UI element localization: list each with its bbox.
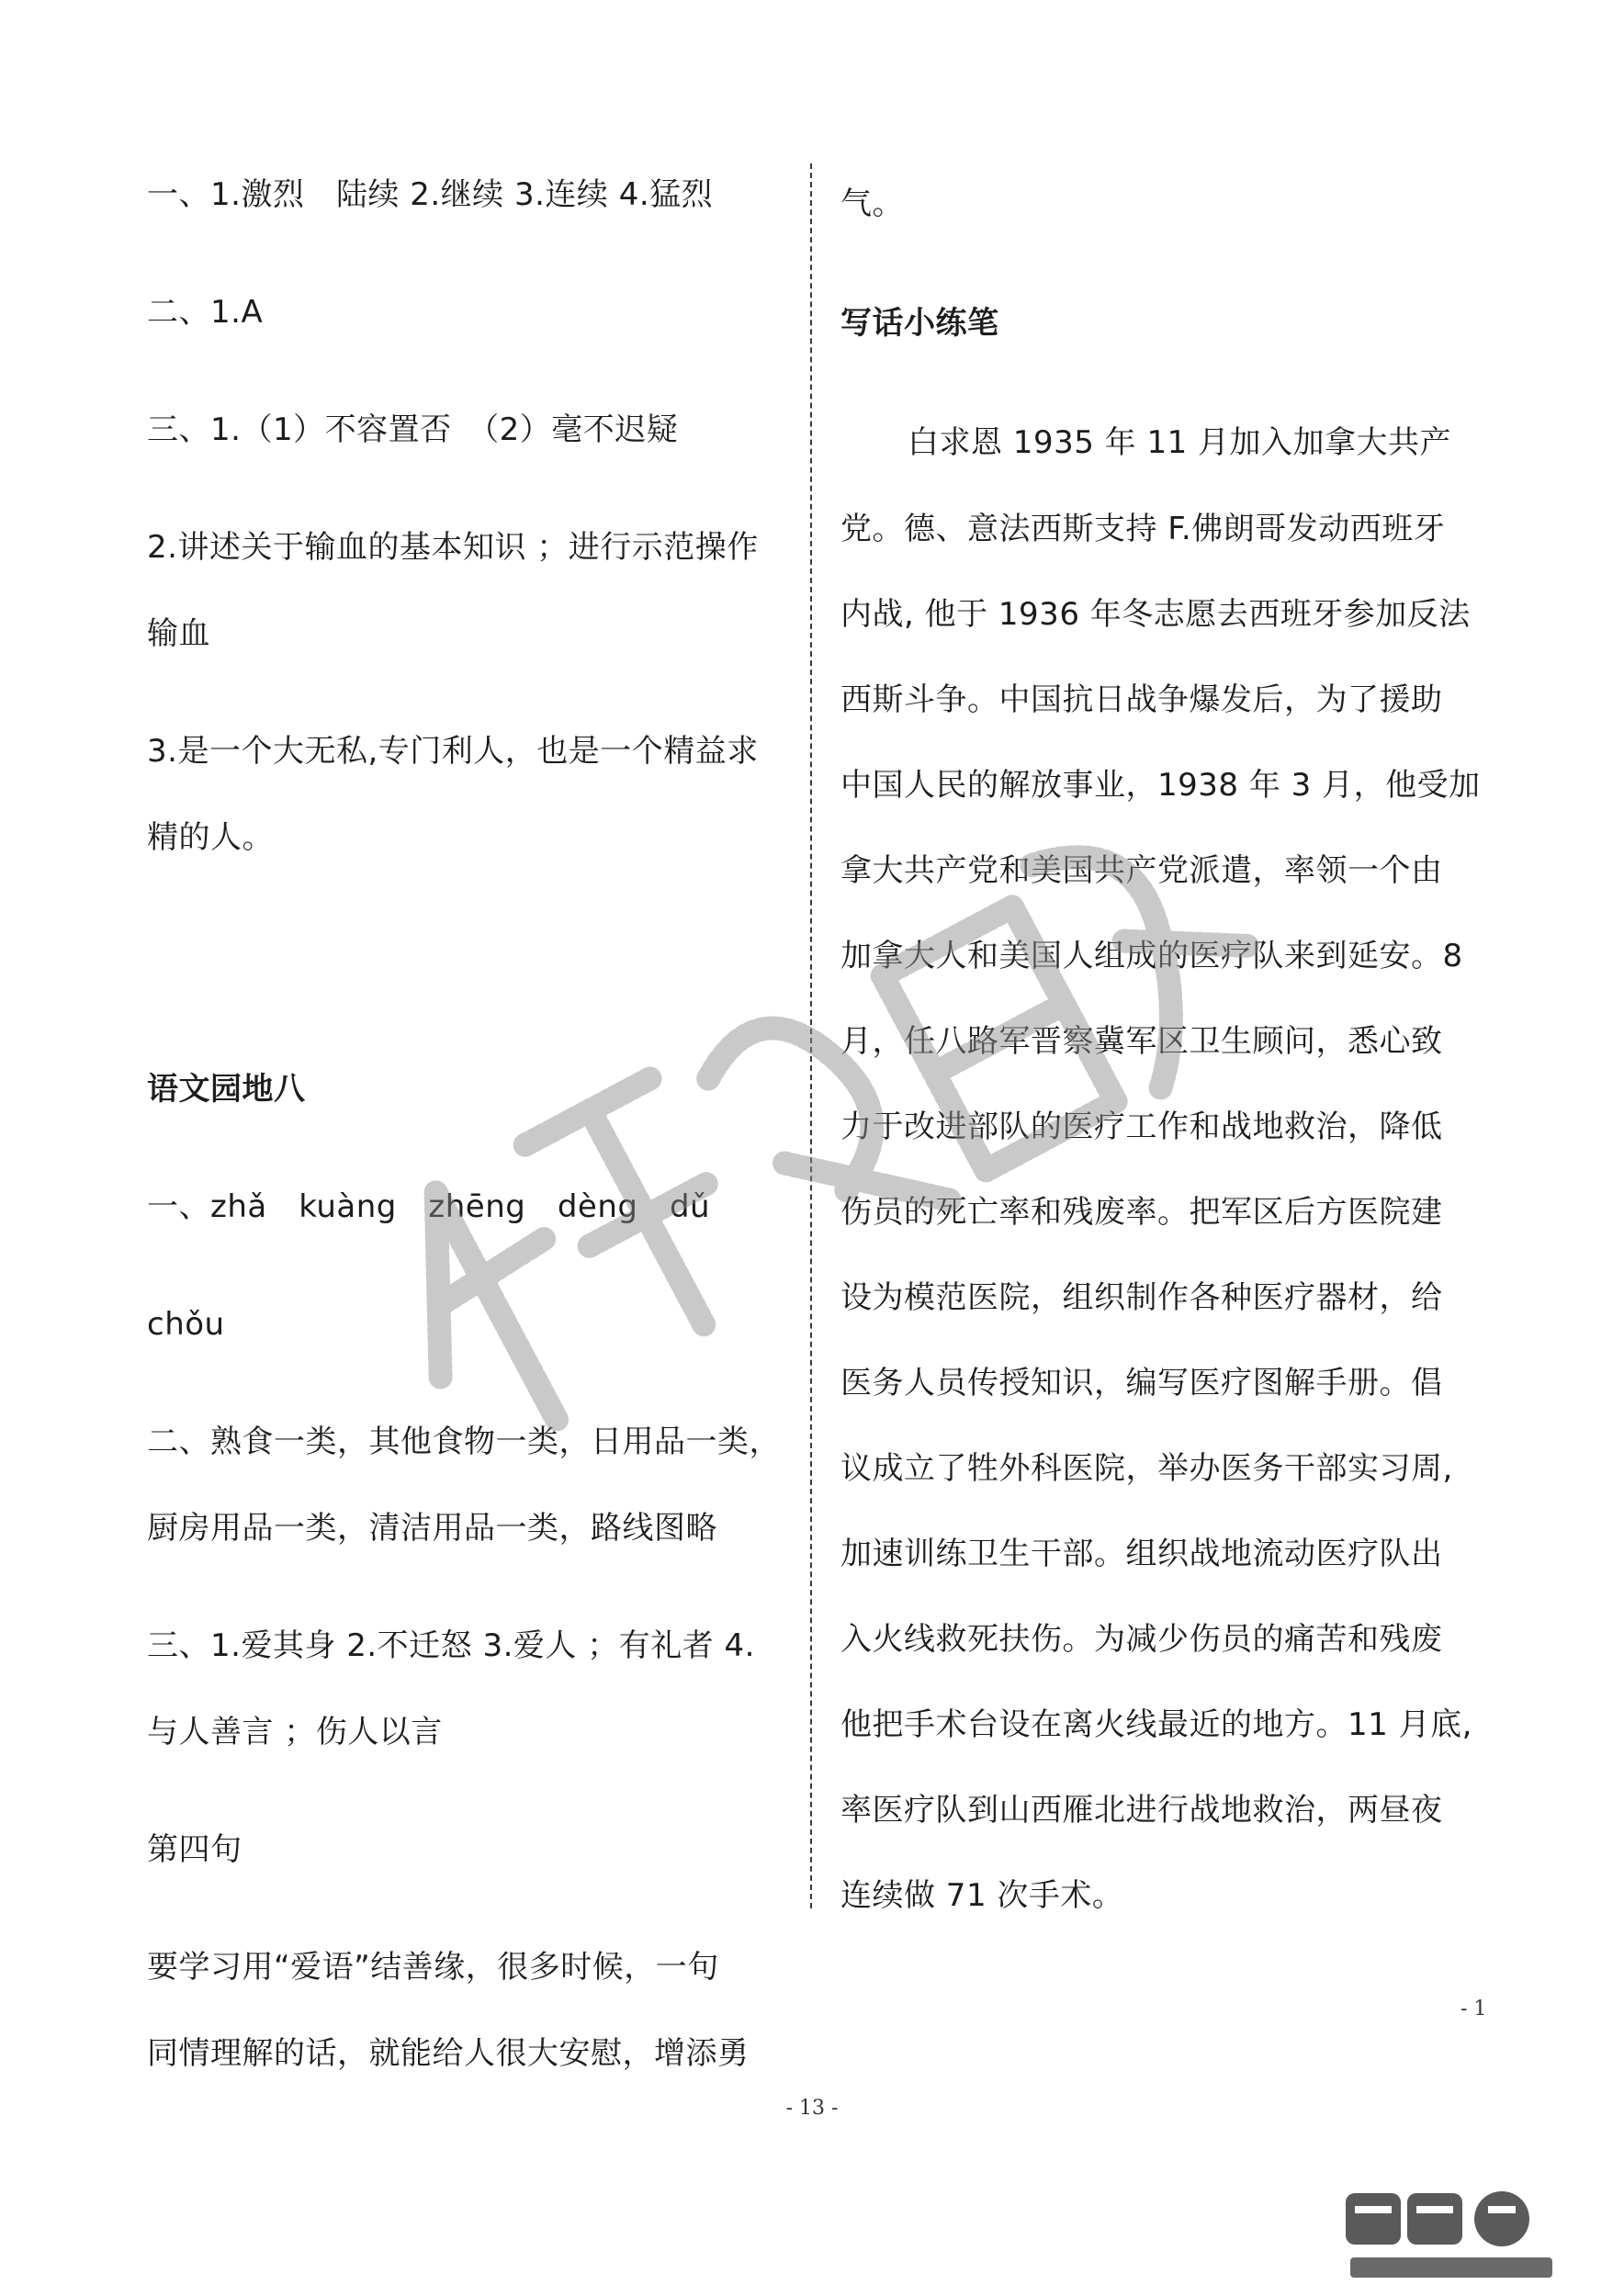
answer-line: 输血 xyxy=(147,615,210,652)
essay-line: 西斯斗争。中国抗日战争爆发后，为了援助 xyxy=(840,681,1443,718)
answer-line: 2.讲述关于输血的基本知识 ；进行示范操作 xyxy=(147,529,759,566)
answer-line: 二、1.A xyxy=(147,294,264,331)
essay-line: 议成立了牲外科医院，举办医务干部实习周, xyxy=(840,1450,1453,1487)
answer-line: 3.是一个大无私,专门利人，也是一个精益求 xyxy=(147,733,759,770)
answer-line: 气。 xyxy=(840,186,904,222)
essay-line: 医务人员传授知识，编写医疗图解手册。倡 xyxy=(840,1365,1443,1401)
answer-line: 要学习用“爱语”结善缘，很多时候，一句 xyxy=(147,1949,719,1986)
answer-line: 三、1.（1）不容置否 （2）毫不迟疑 xyxy=(147,411,679,448)
essay-line: 月，任八路军晋察冀军区卫生顾问，悉心致 xyxy=(840,1023,1443,1060)
answer-line: 一、zhǎ kuàng zhēng dèng dǔ xyxy=(147,1188,711,1225)
essay-line: 率医疗队到山西雁北进行战地救治，两昼夜 xyxy=(840,1792,1443,1829)
essay-line: 加拿大人和美国人组成的医疗队来到延安。8 xyxy=(840,938,1463,974)
essay-line: 白求恩 1935 年 11 月加入加拿大共产 xyxy=(908,424,1452,461)
essay-line: 党。德、意法西斯支持 F.佛朗哥发动西班牙 xyxy=(840,511,1446,547)
answer-line: 二、熟食一类，其他食物一类，日用品一类， xyxy=(147,1424,781,1460)
essay-line: 入火线救死扶伤。为减少伤员的痛苦和残废 xyxy=(840,1621,1443,1658)
answer-line: chǒu xyxy=(147,1306,225,1343)
essay-line: 内战, 他于 1936 年冬志愿去西班牙参加反法 xyxy=(840,596,1471,633)
answer-line: 第四句 xyxy=(147,1831,242,1868)
column-divider xyxy=(810,163,812,1908)
answer-line: 精的人。 xyxy=(147,819,274,856)
answer-line: 同情理解的话，就能给人很大安慰，增添勇 xyxy=(147,2035,750,2072)
essay-line: 力于改进部队的医疗工作和战地救治，降低 xyxy=(840,1109,1443,1145)
answer-line: 一、1.激烈 陆续 2.继续 3.连续 4.猛烈 xyxy=(147,176,714,213)
essay-line: 他把手术台设在离火线最近的地方。11 月底, xyxy=(840,1706,1472,1743)
answer-line: 厨房用品一类，清洁用品一类，路线图略 xyxy=(147,1510,717,1547)
corner-number: - 1 xyxy=(1460,1998,1487,2020)
essay-line: 连续做 71 次手术。 xyxy=(840,1877,1124,1914)
logo-icon xyxy=(1341,2186,1598,2287)
essay-line: 拿大共产党和美国共产党派遣，率领一个由 xyxy=(840,852,1443,889)
section-heading: 写话小练笔 xyxy=(840,305,999,342)
essay-line: 加速训练卫生干部。组织战地流动医疗队出 xyxy=(840,1536,1443,1572)
answer-line: 三、1.爱其身 2.不迁怒 3.爱人 ；有礼者 4. xyxy=(147,1627,755,1664)
essay-line: 中国人民的解放事业，1938 年 3 月，他受加 xyxy=(840,767,1481,804)
page-number: - 13 - xyxy=(785,2097,839,2120)
essay-line: 设为模范医院，组织制作各种医疗器材，给 xyxy=(840,1279,1443,1316)
answer-line: 与人善言 ；伤人以言 xyxy=(147,1714,443,1750)
essay-line: 伤员的死亡率和残废率。把军区后方医院建 xyxy=(840,1194,1443,1231)
section-heading: 语文园地八 xyxy=(147,1071,306,1108)
